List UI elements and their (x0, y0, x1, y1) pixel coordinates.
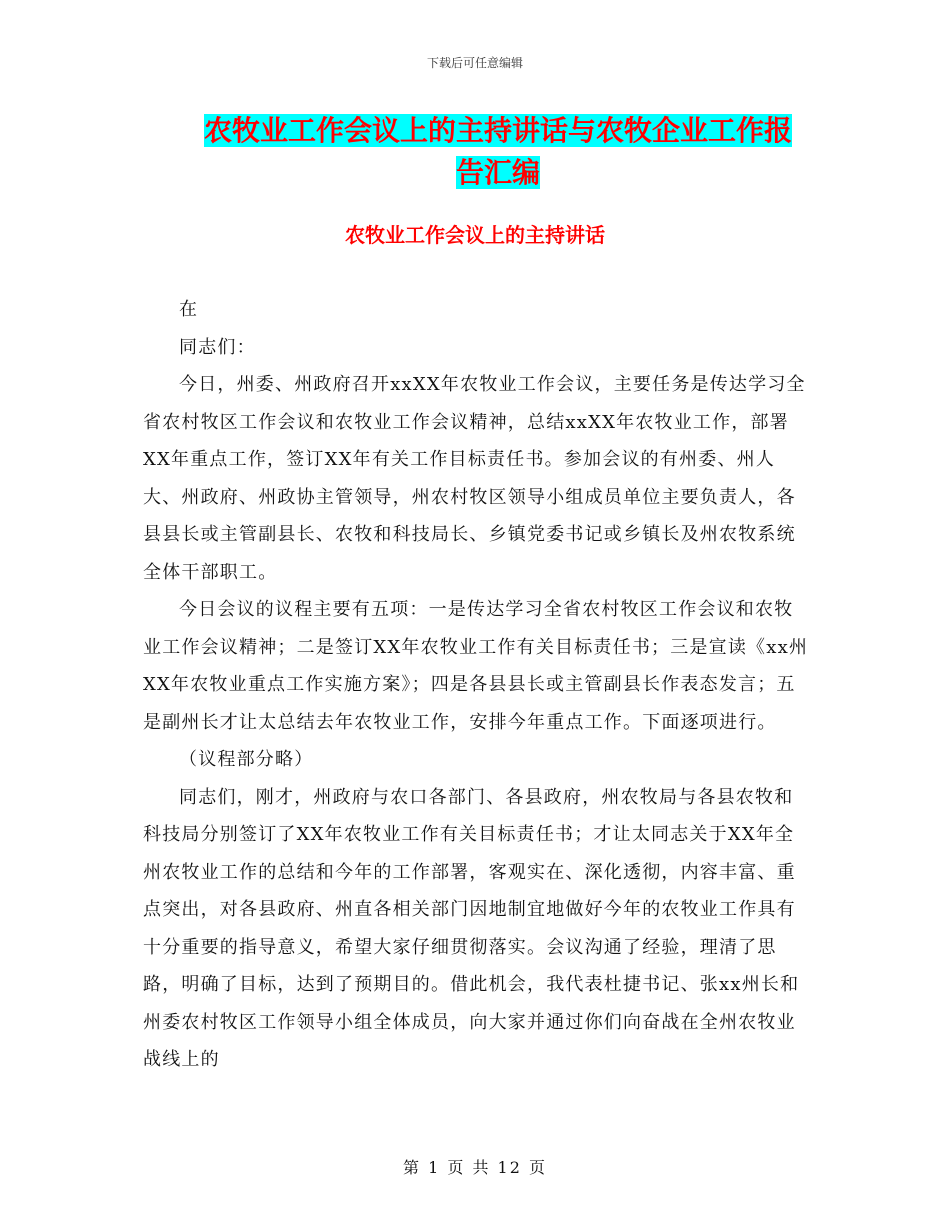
header-note: 下载后可任意编辑 (426, 56, 523, 70)
document-title (193, 110, 803, 194)
section-title: 农牧业工作会议上的主持讲话 (345, 223, 605, 247)
paragraph: 今日会议的议程主要有五项：一是传达学习全省农村牧区工作会议和农牧业工作会议精神；二是签订XX年农牧业工作有关目标责任书；三是宣读《xx州XX年农牧业重点工作实施方案》；四是各县县长或主管副县长作表态发言；五是副州长才让太总结去年农牧业工作，安排今年重点工作。下面逐项进行。 (143, 599, 809, 733)
paragraph: 在 (179, 299, 199, 320)
document-title-text: 农牧业工作会议上的主持讲话与农牧企业工作报告汇编 (203, 114, 792, 189)
paragraph: 今日，州委、州政府召开xxXX年农牧业工作会议，主要任务是传达学习全省农村牧区工作会议和农牧业工作会议精神，总结xxXX年农牧业工作，部署XX年重点工作，签订XX年有关工作目标责任书。参加会议的有州委、州人大、州政府、州政协主管领导，州农村牧区领导小组成员单位主要负责人，各县县长或主管副县长、农牧和科技局长、乡镇党委书记或乡镇长及州农牧系统全体干部职工。 (143, 374, 806, 583)
page-footer: 第 1 页 共 12 页 (403, 1158, 547, 1177)
paragraph: 同志们： (179, 336, 256, 358)
body-text (143, 291, 811, 1079)
paragraph: 同志们，刚才，州政府与农口各部门、各县政府，州农牧局与各县农牧和科技局分别签订了XX年农牧业工作有关目标责任书；才让太同志关于XX年全州农牧业工作的总结和今年的工作部署，客观实在、深化透彻，内容丰富、重点突出，对各县政府、州直各相关部门因地制宜地做好今年的农牧业工作具有十分重要的指导意义，希望大家仔细贯彻落实。会议沟通了经验，理清了思路，明确了目标，达到了预期目的。借此机会，我代表杜捷书记、张xx州长和州委农村牧区工作领导小组全体成员，向大家并通过你们向奋战在全州农牧业战线上的 (143, 786, 800, 1070)
paragraph: （议程部分略） (179, 749, 314, 770)
